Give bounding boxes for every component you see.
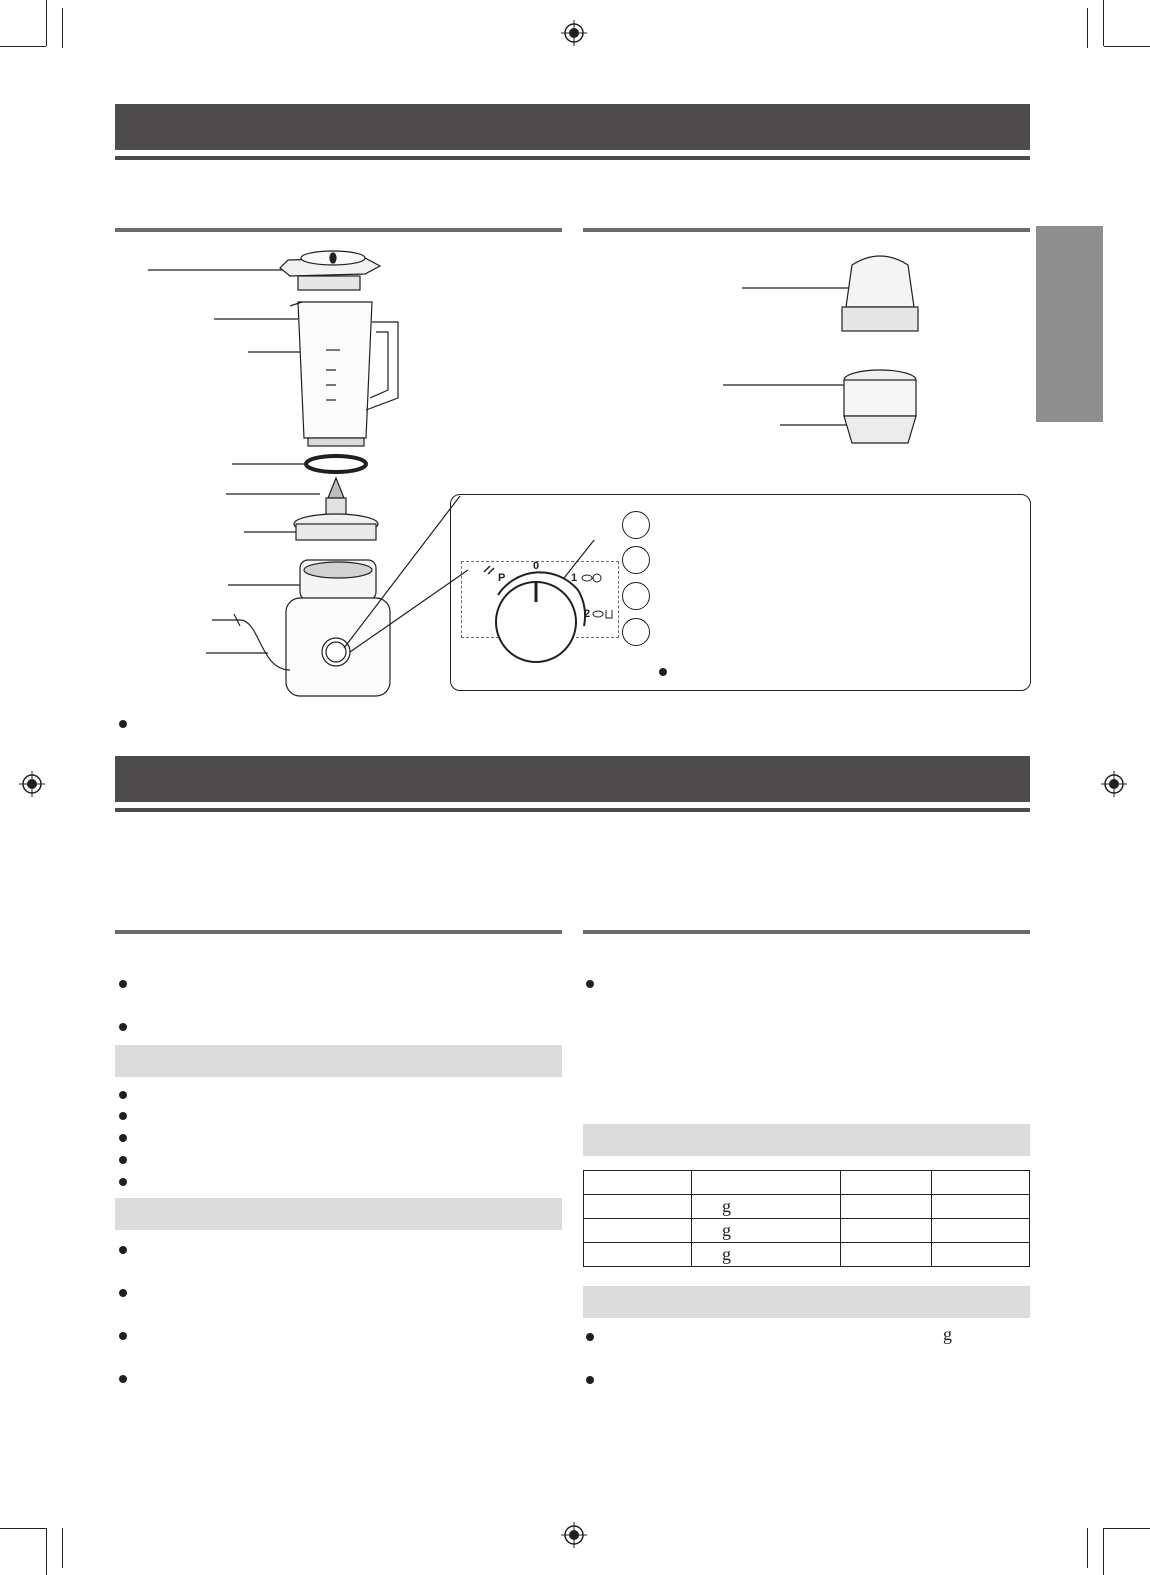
dial-label-zero: 0 — [533, 560, 540, 572]
language-tab — [1036, 226, 1103, 422]
quantity-table — [583, 1170, 1030, 1267]
table-row — [584, 1195, 1030, 1219]
bullet — [119, 1375, 127, 1383]
bullet — [119, 1134, 127, 1142]
dial-label-two: 2 — [584, 608, 591, 620]
bullet — [119, 1091, 127, 1099]
registration-mark-top — [561, 20, 587, 46]
callout-circle-2 — [622, 546, 650, 574]
table-row — [584, 1171, 1030, 1195]
registration-mark-left — [19, 771, 45, 797]
subsection-rule-right-1 — [583, 228, 1030, 232]
mill-parts-illustration — [720, 245, 930, 450]
section-header-rule-1 — [115, 156, 1030, 160]
callout-circle-1 — [622, 511, 650, 539]
bullet — [119, 1156, 127, 1164]
bullet — [119, 1246, 127, 1254]
subheading-band-left-1 — [115, 1045, 562, 1077]
table-cell-unit: g — [692, 1195, 841, 1219]
bullet — [119, 720, 127, 728]
subsection-rule-right-2 — [583, 930, 1030, 934]
table-cell-unit: g — [692, 1219, 841, 1243]
callout-circle-3 — [622, 582, 650, 610]
bullet — [659, 668, 667, 676]
subheading-band-right-1 — [583, 1124, 1030, 1156]
dial-label-one: 1 — [571, 572, 578, 584]
registration-mark-bottom — [561, 1522, 587, 1548]
bullet — [119, 1332, 127, 1340]
bullet — [586, 980, 594, 988]
bullet — [119, 980, 127, 988]
registration-mark-right — [1101, 771, 1127, 797]
bullet — [586, 1333, 594, 1341]
table-row — [584, 1219, 1030, 1243]
dial-icons — [578, 572, 618, 622]
subsection-rule-left-2 — [115, 930, 562, 934]
callout-circle-4 — [622, 618, 650, 646]
bullet — [119, 1289, 127, 1297]
bullet — [586, 1376, 594, 1384]
subheading-band-right-2 — [583, 1286, 1030, 1318]
bullet — [119, 1023, 127, 1031]
section-header-bar-2 — [115, 756, 1030, 802]
subheading-band-left-2 — [115, 1198, 562, 1230]
subsection-rule-left-1 — [115, 228, 562, 232]
section-header-bar-1 — [115, 104, 1030, 150]
table-cell-unit: g — [692, 1243, 841, 1267]
callout-lines — [330, 490, 470, 660]
bullet — [119, 1112, 127, 1120]
bullet-unit-text: g — [943, 1324, 952, 1344]
dial-label-pulse: P — [498, 572, 506, 584]
bullet — [119, 1178, 127, 1186]
section-header-rule-2 — [115, 808, 1030, 812]
table-row — [584, 1243, 1030, 1267]
